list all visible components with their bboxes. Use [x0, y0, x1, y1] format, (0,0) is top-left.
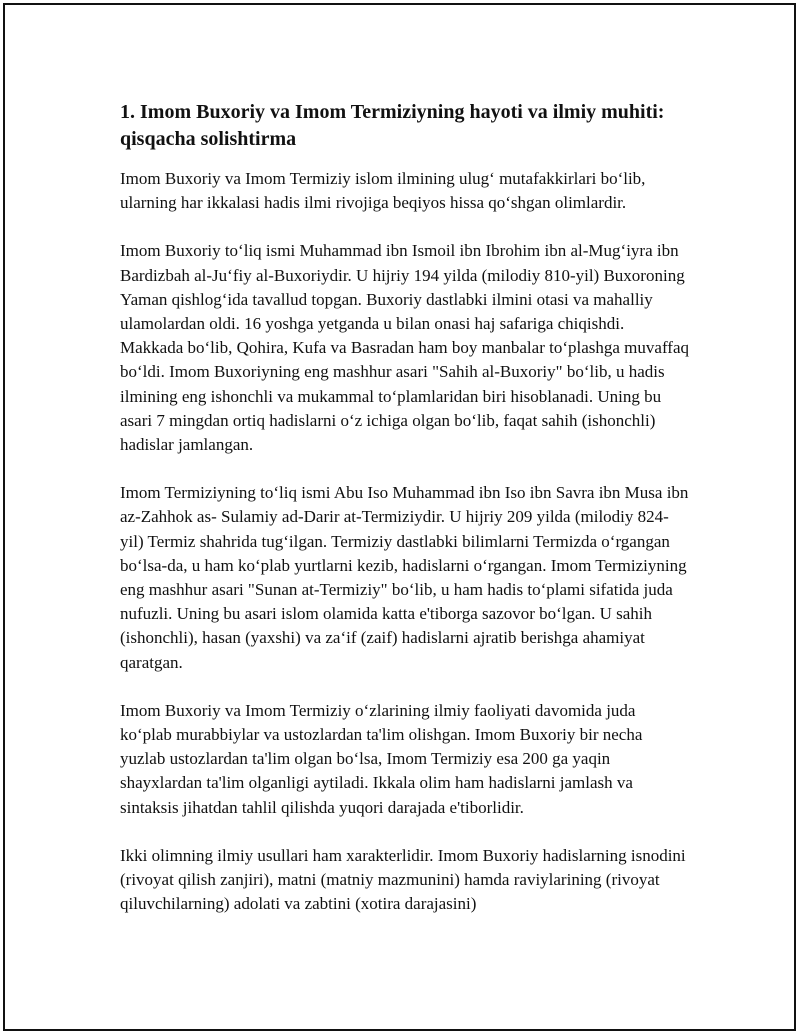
paragraph-intro: Imom Buxoriy va Imom Termiziy islom ilmining ulug‘ mutafakkirlari bo‘lib, ularning har ikkalasi hadis ilmi rivojiga beqiyos hissa qo‘shgan olimlardir. [120, 169, 646, 213]
section-heading: 1. Imom Buxoriy va Imom Termiziyning hayoti va ilmiy muhiti: qisqacha solishtirma [120, 101, 665, 150]
document-body [120, 99, 690, 940]
paragraph-termiziy-biography: Imom Termiziyning to‘liq ismi Abu Iso Muhammad ibn Iso ibn Savra ibn Musa ibn az-Zahhok as- Sulamiy ad-Darir at-Termiziydir. U hijriy 209 yilda (milodiy 824-yil) Termiz shahrida tug‘ilgan. Termiziy dastlabki bilimlarni Termizda o‘rgangan bo‘lsa-da, u ham ko‘plab yurtlarni kezib, hadislarni o‘rgangan. Imom Termiziyning eng mashhur asari "Sunan at-Termiziy" bo‘lib, u ham hadis to‘plami sifatida juda nufuzli. Uning bu asari islom olamida katta e'tiborga sazovor bo‘lgan. U sahih (ishonchli), hasan (yaxshi) va za‘if (zaif) hadislarni ajratib berishga ahamiyat qaratgan. [120, 483, 689, 672]
document-page [3, 3, 796, 1031]
paragraph-buxoriy-biography: Imom Buxoriy to‘liq ismi Muhammad ibn Ismoil ibn Ibrohim ibn al-Mug‘iyra ibn Bardizbah al-Ju‘fiy al-Buxoriydir. U hijriy 194 yilda (milodiy 810-yil) Buxoroning Yaman qishlog‘ida tavallud topgan. Buxoriy dastlabki ilmini otasi va mahalliy ulamolardan oldi. 16 yoshga yetganda u bilan onasi haj safariga chiqishdi. Makkada bo‘lib, Qohira, Kufa va Basradan ham boy manbalar to‘plashga muvaffaq bo‘ldi. Imom Buxoriyning eng mashhur asari "Sahih al-Buxoriy" bo‘lib, u hadis ilmining eng ishonchli va mukammal to‘plamlaridan biri hisoblanadi. Uning bu asari 7 mingdan ortiq hadislarni o‘z ichiga olgan bo‘lib, faqat sahih (ishonchli) hadislar jamlangan. [120, 241, 690, 455]
paragraph-teachers: Imom Buxoriy va Imom Termiziy o‘zlarining ilmiy faoliyati davomida juda ko‘plab murabbiylar va ustozlardan ta'lim olishgan. Imom Buxoriy bir necha yuzlab ustozlardan ta'lim olgan bo‘lsa, Imom Termiziy esa 200 ga yaqin shayxlardan ta'lim olganligi aytiladi. Ikkala olim ham hadislarni jamlash va sintaksis jihatdan tahlil qilishda yuqori darajada e'tiborlidir. [120, 700, 643, 817]
paragraph-methods: Ikki olimning ilmiy usullari ham xarakterlidir. Imom Buxoriy hadislarning isnodini (rivoyat qilish zanjiri), matni (matniy mazmunini) hamda raviylarining (rivoyat qiluvchilarning) adolati va zabtini (xotira darajasini) [120, 845, 686, 914]
